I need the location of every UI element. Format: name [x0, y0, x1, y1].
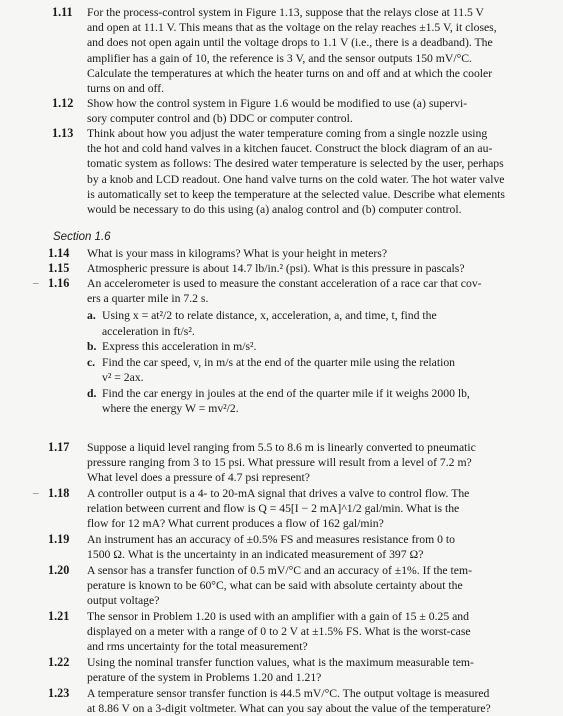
problem-number: 1.12	[52, 96, 74, 110]
problem-text-line: and rms uncertainty for the total measurement?	[87, 640, 308, 654]
sub-question-text	[102, 355, 502, 385]
problem-number: 1.11	[52, 5, 73, 19]
problem-text	[87, 440, 505, 486]
problem-text-line: A sensor has a transfer function of 0.5 mV/°C and an accuracy of ±1%. If the tem-	[87, 564, 472, 577]
sub-question	[87, 355, 505, 386]
problem-number: 1.20	[48, 563, 70, 577]
problem-text	[87, 686, 505, 716]
problem-text-line: A controller output is a 4- to 20-mA signal that drives a valve to control flow. The	[87, 487, 470, 500]
problem-text-line: the hot and cold hand valves in a kitchen faucet. Construct the block diagram of an au-	[87, 142, 493, 156]
problem-text	[87, 261, 505, 276]
problem-number: 1.15	[48, 261, 70, 275]
problem-text-line: 1500 Ω. What is the uncertainty in an indicated measurement of 397 Ω?	[87, 548, 424, 562]
problem-text-line: turns on and off.	[87, 82, 165, 96]
sub-question-list	[87, 308, 505, 416]
sub-question-text	[102, 308, 502, 338]
problem-number: 1.22	[48, 655, 70, 669]
section-heading: Section 1.6	[53, 231, 111, 243]
sub-question-line: acceleration in ft/s².	[102, 324, 195, 338]
problem-text	[87, 126, 505, 217]
problem-text-line: and does not open again until the voltage drops to 1.1 V (i.e., there is a deadband). The	[87, 36, 493, 50]
problem-text-line: What is your mass in kilograms? What is your height in meters?	[87, 247, 388, 260]
problem-text-line: is automatically set to keep the temperature at the selected value. Describe what elements	[87, 187, 505, 201]
problem-text-line: by a knob and LCD readout. One hand valve turns on the cold water. The hot water valve	[87, 172, 505, 186]
sub-question-line: Using x = at²/2 to relate distance, x, acceleration, a, and time, t, find the	[102, 309, 437, 323]
problem-text	[87, 276, 505, 306]
problem-text	[87, 609, 505, 655]
problem-text-line: would be necessary to do this using (a) analog control and (b) computer control.	[87, 203, 462, 217]
problem-number: 1.16	[48, 276, 70, 290]
sub-question	[87, 308, 505, 339]
sub-question-line: where the energy W = mv²/2.	[102, 402, 239, 416]
problem-number: 1.14	[48, 246, 70, 260]
problem-number: 1.17	[48, 440, 70, 454]
problem-number: 1.23	[48, 686, 70, 700]
problem-text	[87, 486, 505, 532]
problem-text	[87, 96, 505, 126]
problem-text-line: The sensor in Problem 1.20 is used with an amplifier with a gain of 15 ± 0.25 and	[87, 610, 469, 623]
problem-number: 1.19	[48, 532, 70, 546]
sub-question-label: b.	[87, 340, 97, 354]
problem-text-line: Using the nominal transfer function values, what is the maximum measurable tem-	[87, 656, 474, 669]
sub-question-text	[102, 386, 502, 416]
problem-text-line: pressure ranging from 3 to 15 psi. What pressure will result from a level of 7.2 m?	[87, 456, 472, 470]
problem-text-line: ers a quarter mile in 7.2 s.	[87, 292, 209, 306]
problem-text	[87, 655, 505, 685]
margin-mark: –	[33, 487, 39, 499]
sub-question-line: Find the car energy in joules at the end of the quarter mile if it weighs 2000 lb,	[102, 386, 470, 400]
problem-text-line: Think about how you adjust the water temperature coming from a single nozzle using	[87, 127, 488, 140]
problem-number: 1.18	[48, 486, 70, 500]
problem-text-line: Suppose a liquid level ranging from 5.5 to 8.6 m is linearly converted to pneumatic	[87, 441, 476, 454]
problem-text	[87, 563, 505, 609]
sub-question-label: d.	[87, 386, 97, 400]
problem-text-line: at 8.86 V on a 3-digit voltmeter. What can you say about the value of the temperature?	[87, 702, 491, 716]
problem-text-line: amplifier has a gain of 10, the reference is 3 V, and the sensor outputs 150 mV/°C.	[87, 51, 472, 65]
problem-text	[87, 5, 505, 96]
problem-text-line: A temperature sensor transfer function is 44.5 mV/°C. The output voltage is measured	[87, 687, 490, 700]
sub-question-text	[102, 339, 502, 354]
problem-text-line: An accelerometer is used to measure the constant acceleration of a race car that cov-	[87, 277, 482, 290]
sub-question	[87, 339, 505, 355]
problem-text-line: tomatic system as follows: The desired water temperature is selected by the user, perhaps	[87, 157, 504, 171]
sub-question-line: Express this acceleration in m/s².	[102, 340, 257, 354]
sub-question-line: v² = 2ax.	[102, 371, 144, 385]
margin-mark: –	[33, 277, 39, 289]
problem-text-line: relation between current and flow is Q = 45[I − 2 mA]^1/2 gal/min. What is the	[87, 502, 460, 516]
problem-text-line: sory computer control and (b) DDC or computer control.	[87, 112, 353, 126]
problem-text-line: perature of the system in Problems 1.20 and 1.21?	[87, 671, 322, 685]
problem-number: 1.13	[52, 126, 74, 140]
problem-text-line: Show how the control system in Figure 1.6 would be modified to use (a) supervi-	[87, 97, 468, 110]
problem-text	[87, 532, 505, 562]
sub-question	[87, 386, 505, 417]
problem-text-line: Calculate the temperatures at which the heater turns on and off and at which the cooler	[87, 66, 493, 80]
problem-text	[87, 246, 505, 261]
problem-number: 1.21	[48, 609, 70, 623]
sub-question-label: a.	[87, 309, 96, 323]
sub-question-line: Find the car speed, v, in m/s at the end of the quarter mile using the relation	[102, 355, 456, 369]
problem-text-line: perature is known to be 60°C, what can be said with absolute certainty about the	[87, 579, 463, 593]
sub-question-label: c.	[87, 355, 96, 369]
problem-text-line: and open at 11.1 V. This means that as the voltage on the relay reaches ±1.5 V, it closes,	[87, 21, 497, 35]
problem-text-line: output voltage?	[87, 594, 160, 608]
problem-text-line: What level does a pressure of 4.7 psi represent?	[87, 471, 310, 485]
problem-text-line: Atmospheric pressure is about 14.7 lb/in.² (psi). What is this pressure in pascals?	[87, 262, 465, 275]
problem-text-line: An instrument has an accuracy of ±0.5% FS and measures resistance from 0 to	[87, 533, 455, 546]
problem-text-line: For the process-control system in Figure 1.13, suppose that the relays close at 11.5 V	[87, 6, 484, 19]
problem-text-line: displayed on a meter with a range of 0 to 2 V at ±1.5% FS. What is the worst-case	[87, 625, 471, 639]
problem-text-line: flow for 12 mA? What current produces a flow of 162 gal/min?	[87, 517, 384, 531]
